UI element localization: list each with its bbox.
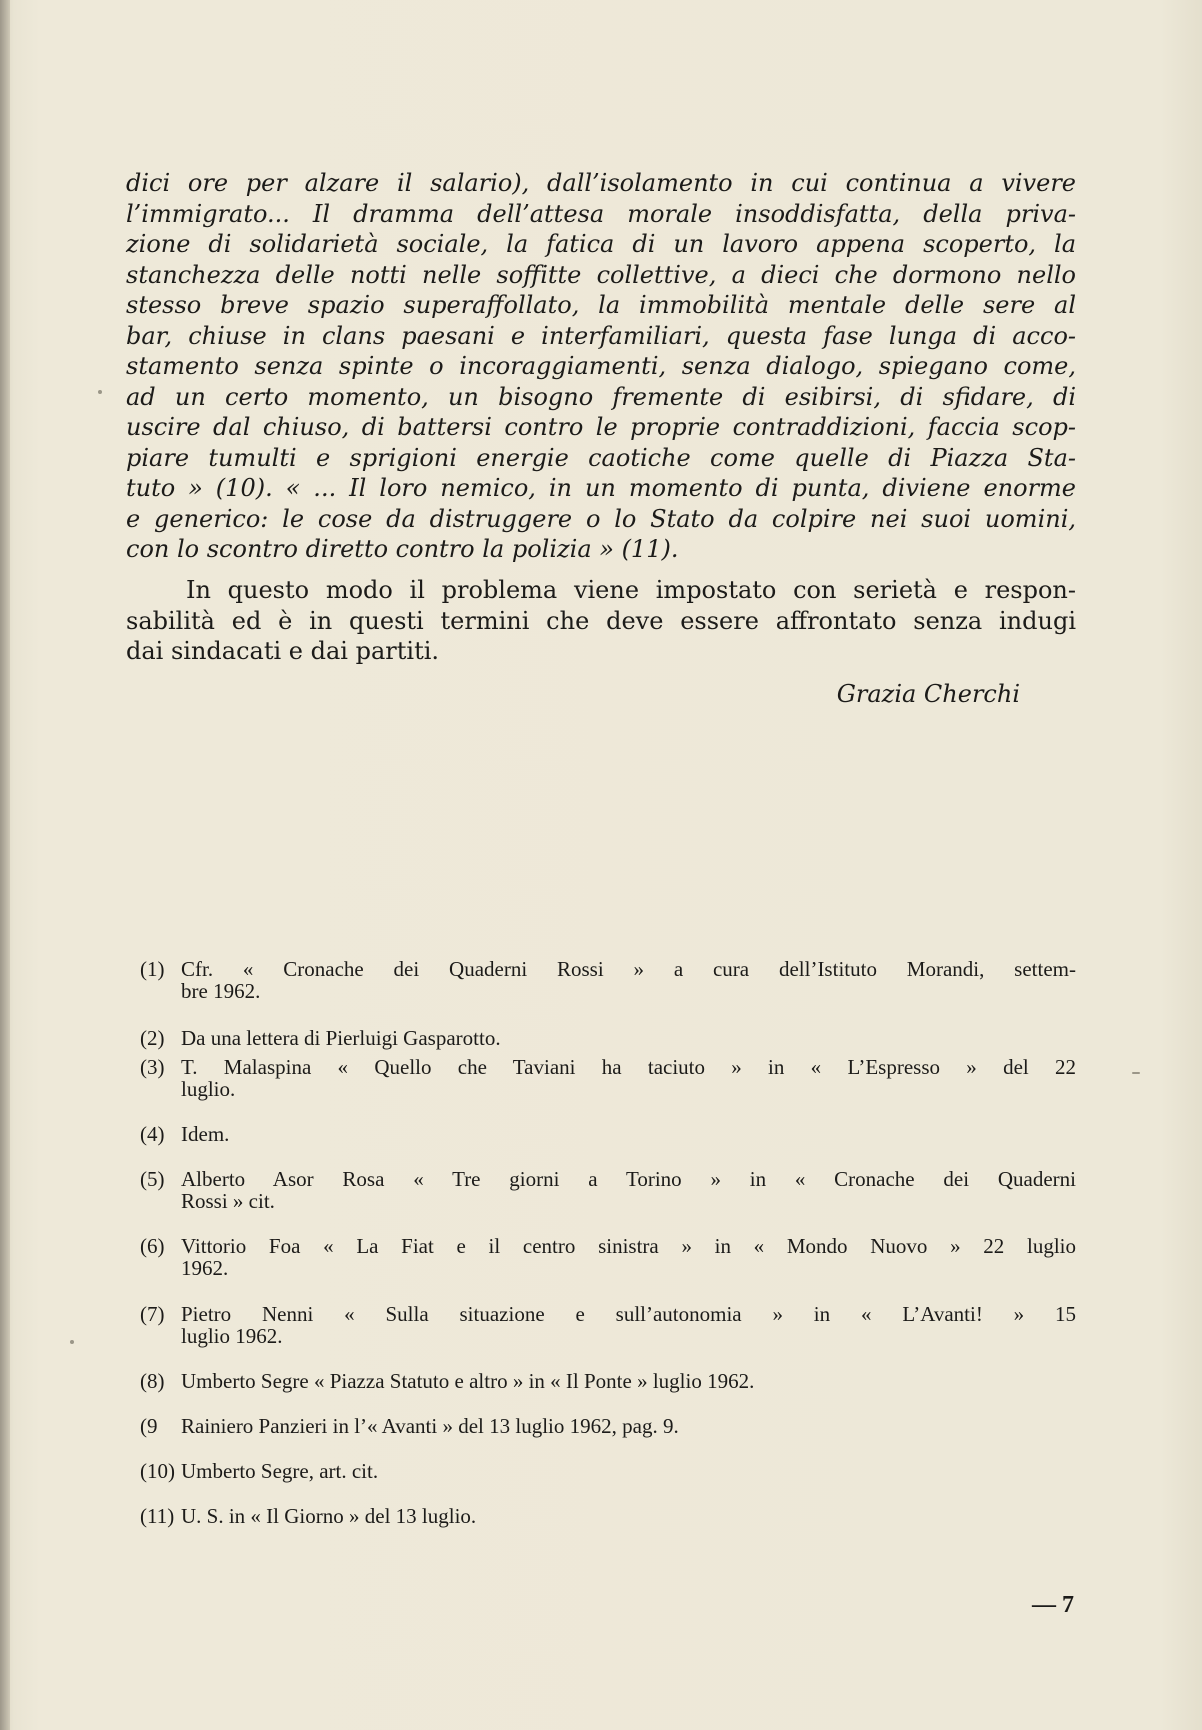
quote-line: dici ore per alzare il salario), dall’isolamento in cui continua a vivere — [126, 169, 1076, 197]
footnote-text: U. S. in « Il Giorno » del 13 luglio. — [181, 1504, 477, 1528]
footnote-number: (4) — [140, 1122, 165, 1146]
footnote-number: (2) — [140, 1026, 165, 1050]
quote-line: tuto » (10). « ... Il loro nemico, in un momento di punta, diviene enorme — [126, 474, 1076, 502]
paper-speck — [1132, 1072, 1140, 1074]
footnote-text-continued: bre 1962. — [181, 979, 261, 1003]
quote-line: ad un certo momento, un bisogno fremente di esibirsi, di sfidare, di — [126, 382, 1076, 411]
footnote-text: Vittorio Foa « La Fiat e il centro sinistra » in « Mondo Nuovo » 22 luglio — [181, 1234, 1076, 1258]
footnote-number: (11) — [140, 1504, 175, 1528]
footnote-text: Rainiero Panzieri in l’« Avanti » del 13 luglio 1962, pag. 9. — [181, 1414, 679, 1438]
quote-line: e generico: le cose da distruggere o lo Stato da colpire nei suoi uomini, — [126, 504, 1076, 533]
paragraph-line: dai sindacati e dai partiti. — [126, 637, 440, 665]
footnote-text: Da una lettera di Pierluigi Gasparotto. — [181, 1026, 501, 1050]
paragraph-line: In questo modo il problema viene impostato con serietà e respon- — [186, 576, 1076, 604]
footnote-text: Pietro Nenni « Sulla situazione e sull’autonomia » in « L’Avanti! » 15 — [181, 1302, 1076, 1326]
quote-line: bar, chiuse in clans paesani e interfamiliari, questa fase lunga di acco- — [126, 321, 1076, 350]
footnote-number: (1) — [140, 957, 165, 981]
footnote-number: (5) — [140, 1167, 165, 1191]
footnote-text: Umberto Segre « Piazza Statuto e altro » in « Il Ponte » luglio 1962. — [181, 1369, 755, 1393]
footnote-text: Cfr. « Cronache dei Quaderni Rossi » a cura dell’Istituto Morandi, settem- — [181, 957, 1076, 981]
footnote-text-continued: luglio 1962. — [181, 1324, 283, 1348]
footnote-number: (6) — [140, 1234, 165, 1258]
paragraph-line: sabilità ed è in questi termini che deve essere affrontato senza indugi — [126, 606, 1076, 635]
footnote-text-continued: Rossi » cit. — [181, 1189, 275, 1213]
quote-line: l’immigrato... Il dramma dell’attesa morale insoddisfatta, della priva- — [126, 199, 1076, 228]
footnote-number: (3) — [140, 1055, 165, 1079]
quote-line: stamento senza spinte o incoraggiamenti, senza dialogo, spiegano come, — [126, 352, 1076, 380]
book-spine-shadow — [0, 0, 10, 1730]
footnote-text: T. Malaspina « Quello che Taviani ha taciuto » in « L’Espresso » del 22 — [181, 1055, 1076, 1079]
paper-speck — [98, 390, 102, 394]
footnote-number: (9 — [140, 1414, 158, 1438]
footnote-number: (8) — [140, 1369, 165, 1393]
footnote-number: (7) — [140, 1302, 165, 1326]
footnote-text: Alberto Asor Rosa « Tre giorni a Torino » in « Cronache dei Quaderni — [181, 1167, 1076, 1191]
author-signature: Grazia Cherchi — [836, 680, 1020, 708]
paper-speck — [70, 1340, 74, 1344]
quote-line: stanchezza delle notti nelle soffitte collettive, a dieci che dormono nello — [126, 260, 1076, 289]
footnote-text-continued: 1962. — [181, 1256, 229, 1280]
quote-line: zione di solidarietà sociale, la fatica di un lavoro appena scoperto, la — [126, 230, 1076, 258]
footnote-text: Umberto Segre, art. cit. — [181, 1459, 379, 1483]
footnote-text: Idem. — [181, 1122, 230, 1146]
quoted-passage — [126, 168, 1076, 565]
quote-line: stesso breve spazio superaffollato, la immobilità mentale delle sere al — [126, 291, 1076, 319]
footnote-number: (10) — [140, 1459, 175, 1483]
page-number: — 7 — [1032, 1592, 1074, 1618]
quote-line: piare tumulti e sprigioni energie caotiche come quelle di Piazza Sta- — [126, 443, 1076, 472]
closing-paragraph — [126, 575, 1076, 667]
quote-line: uscire dal chiuso, di battersi contro le proprie contraddizioni, faccia scop- — [126, 413, 1076, 441]
quote-line: con lo scontro diretto contro la polizia » (11). — [126, 535, 679, 563]
footnote-text-continued: luglio. — [181, 1077, 236, 1101]
